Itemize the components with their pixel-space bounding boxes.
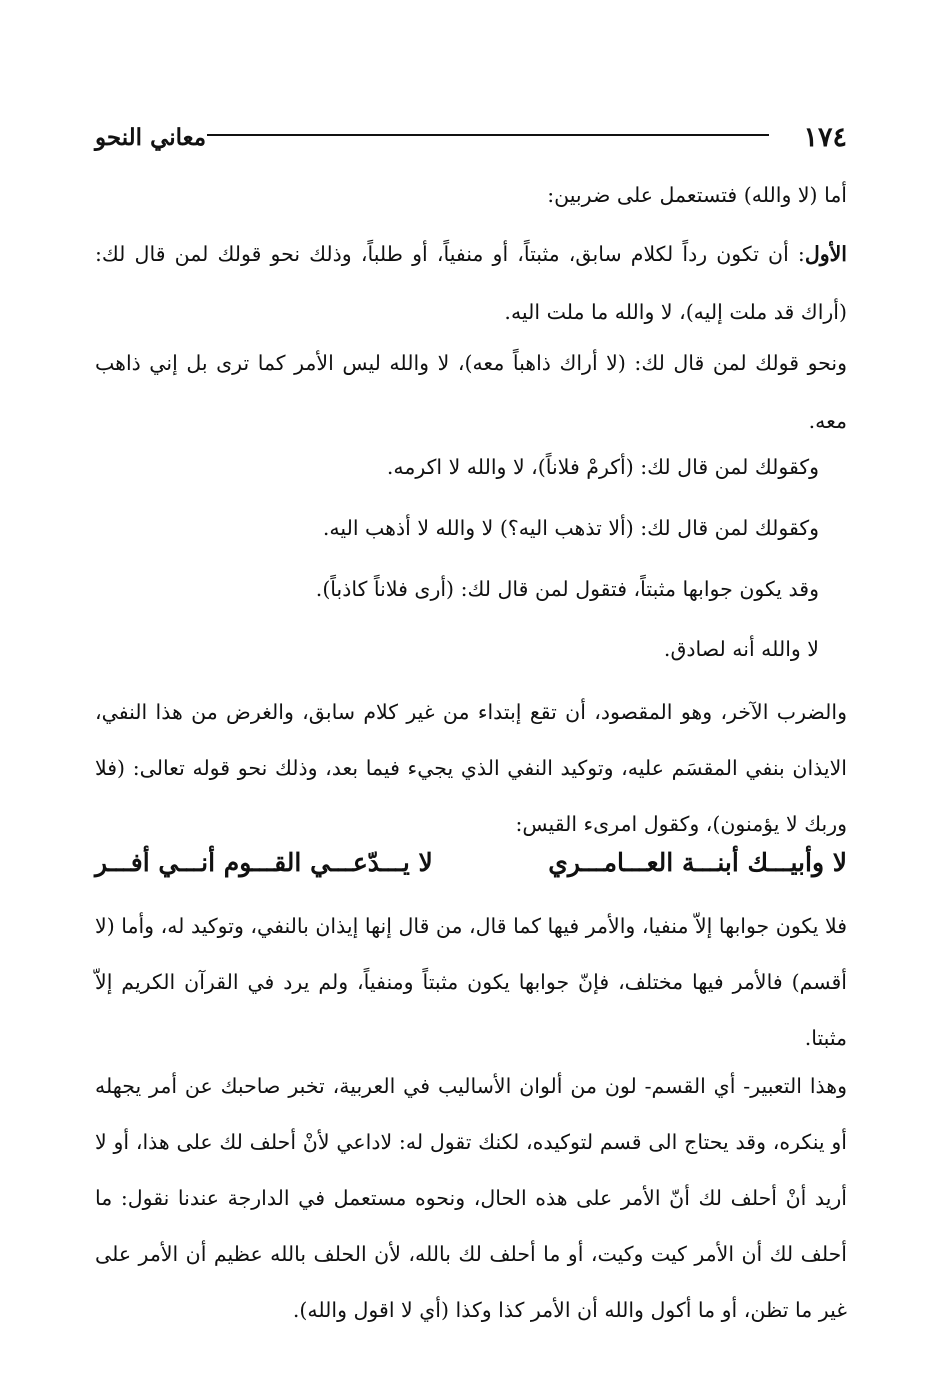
paragraph-example-1: ونحو قولك لمن قال لك: (لا أراك ذاهباً معه)، لا والله ليس الأمر كما ترى بل إني ذاهب معه. [95,351,847,433]
first-type-label: الأول [804,242,847,266]
paragraph-example-3: وكقولك لمن قال لك: (ألا تذهب اليه؟) لا والله لا أذهب اليه. [322,516,819,540]
paragraph-answer: فلا يكون جوابها إلاّ منفيا، والأمر فيها كما قال، من قال إنها إيذان بالنفي، وتوكيد له، وأما (لا أقسم) فالأمر فيها مختلف، فإنّ جوابها يكون مثبتاً ومنفياً، ولم يرد في القرآن الكريم إلاّ مثبتا. [95,914,847,1050]
poem-hemistich-2: لا يـــدّعـــي القـــوم أنـــي أفـــر [95,848,433,877]
page-number: ١٧٤ [803,122,847,153]
header-rule [207,134,769,136]
paragraph-intro: أما (لا والله) فتستعمل على ضربين: [547,183,847,207]
paragraph-example-5: لا والله أنه لصادق. [663,637,819,661]
paragraph-expression: وهذا التعبير- أي القسم- لون من ألوان الأساليب في العربية، تخبر صاحبك عن أمر يجهله أو ينكره، وقد يحتاج الى قسم لتوكيده، لكنك تقول له: لاداعي لأنْ أحلف لك على هذا، أو لا أريد أنْ أحلف لك أنّ الأمر على هذه الحال، ونحوه مستعمل في الدارجة عندنا نقول: ما أحلف لك أن الأمر كيت وكيت، أو ما أحلف لك بالله، لأن الحلف بالله عظيم أن الأمر على غير ما تظن، أو ما أكول والله أن الأمر كذا وكذا (أي لا اقول والله). [95,1074,847,1322]
running-header [95,118,847,158]
paragraph-first-type: الأول: أن تكون رداً لكلام سابق، مثبتاً، أو منفياً، أو طلباً، وذلك نحو قولك لمن قال لك: (أراك قد ملت إليه)، لا والله ما ملت اليه. [95,242,847,324]
poem-verse [95,838,847,888]
paragraph-second-type: والضرب الآخر، وهو المقصود، أن تقع إبتداء من غير كلام سابق، والغرض من هذا النفي، الايذان بنفي المقسَم عليه، وتوكيد النفي الذي يجيء فيما بعد، وذلك نحو قوله تعالى: (فلا وربك لا يؤمنون)، وكقول امرىء القيس: [95,700,847,836]
paragraph-example-4: وقد يكون جوابها مثبتاً، فتقول لمن قال لك: (أرى فلاناً كاذباً). [315,577,819,601]
paragraph-example-2: وكقولك لمن قال لك: (أكرمْ فلاناً)، لا والله لا اكرمه. [386,455,819,479]
book-title: معاني النحو [95,124,207,151]
poem-hemistich-1: لا وأبيـــك أبنـــة العـــامـــري [548,848,847,877]
